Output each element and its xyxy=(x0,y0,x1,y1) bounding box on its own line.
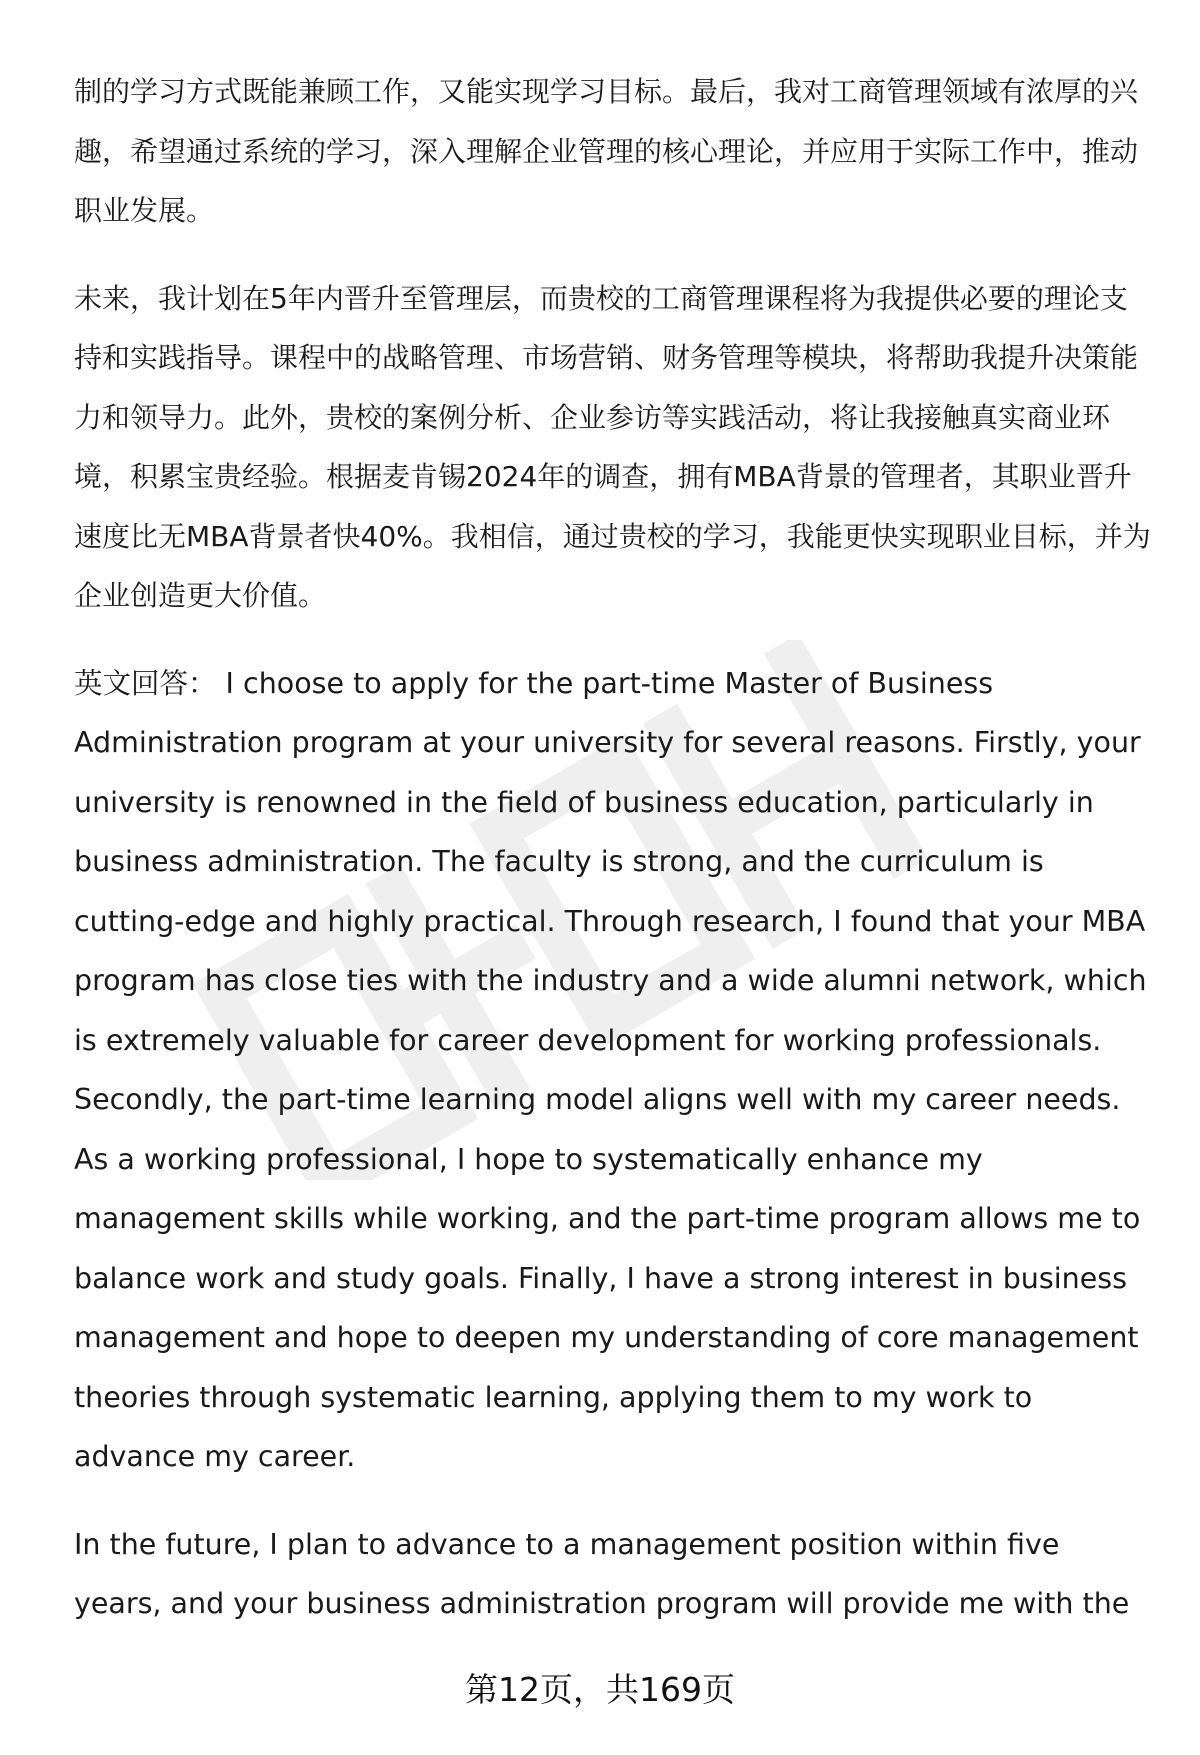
paragraph-chinese-2: 未来，我计划在5年内晋升至管理层，而贵校的工商管理课程将为我提供必要的理论支持和实践指导。课程中的战略管理、市场营销、财务管理等模块，将帮助我提升决策能力和领导力。此外，贵校的案例分析、企业参访等实践活动，将让我接触真实商业环境，积累宝贵经验。根据麦肯锡2024年的调查，拥有MBA背景的管理者，其职业晋升速度比无MBA背景者快40%。我相信，通过贵校的学习，我能更快实现职业目标，并为企业创造更大价值。 xyxy=(74,281,1151,612)
paragraph-english-2: In the future, I plan to advance to a management position within five years, and your business administration program will provide me with the xyxy=(74,1527,1130,1620)
document-body xyxy=(74,62,1154,1662)
paragraph-english-1: 英文回答： I choose to apply for the part-time Master of Business Administration program at your university for several reasons. Firstly, your university is renowned in the field of business education, particularly in business administration. The faculty is strong, and the curriculum is cutting-edge and highly practical. Through research, I found that your MBA program has close ties with the industry and a wide alumni network, which is extremely valuable for career development for working professionals. Secondly, the part-time learning model aligns well with my career needs. As a working professional, I hope to systematically enhance my management skills while working, and the part-time program allows me to balance work and study goals. Finally, I have a strong interest in business management and hope to deepen my understanding of core management theories through systematic learning, applying them to my work to advance my career. xyxy=(74,666,1147,1473)
paragraph-chinese-1: 制的学习方式既能兼顾工作，又能实现学习目标。最后，我对工商管理领域有浓厚的兴趣，希望通过系统的学习，深入理解企业管理的核心理论，并应用于实际工作中，推动职业发展。 xyxy=(74,75,1139,227)
page-number: 第12页，共169页 xyxy=(465,1670,735,1709)
